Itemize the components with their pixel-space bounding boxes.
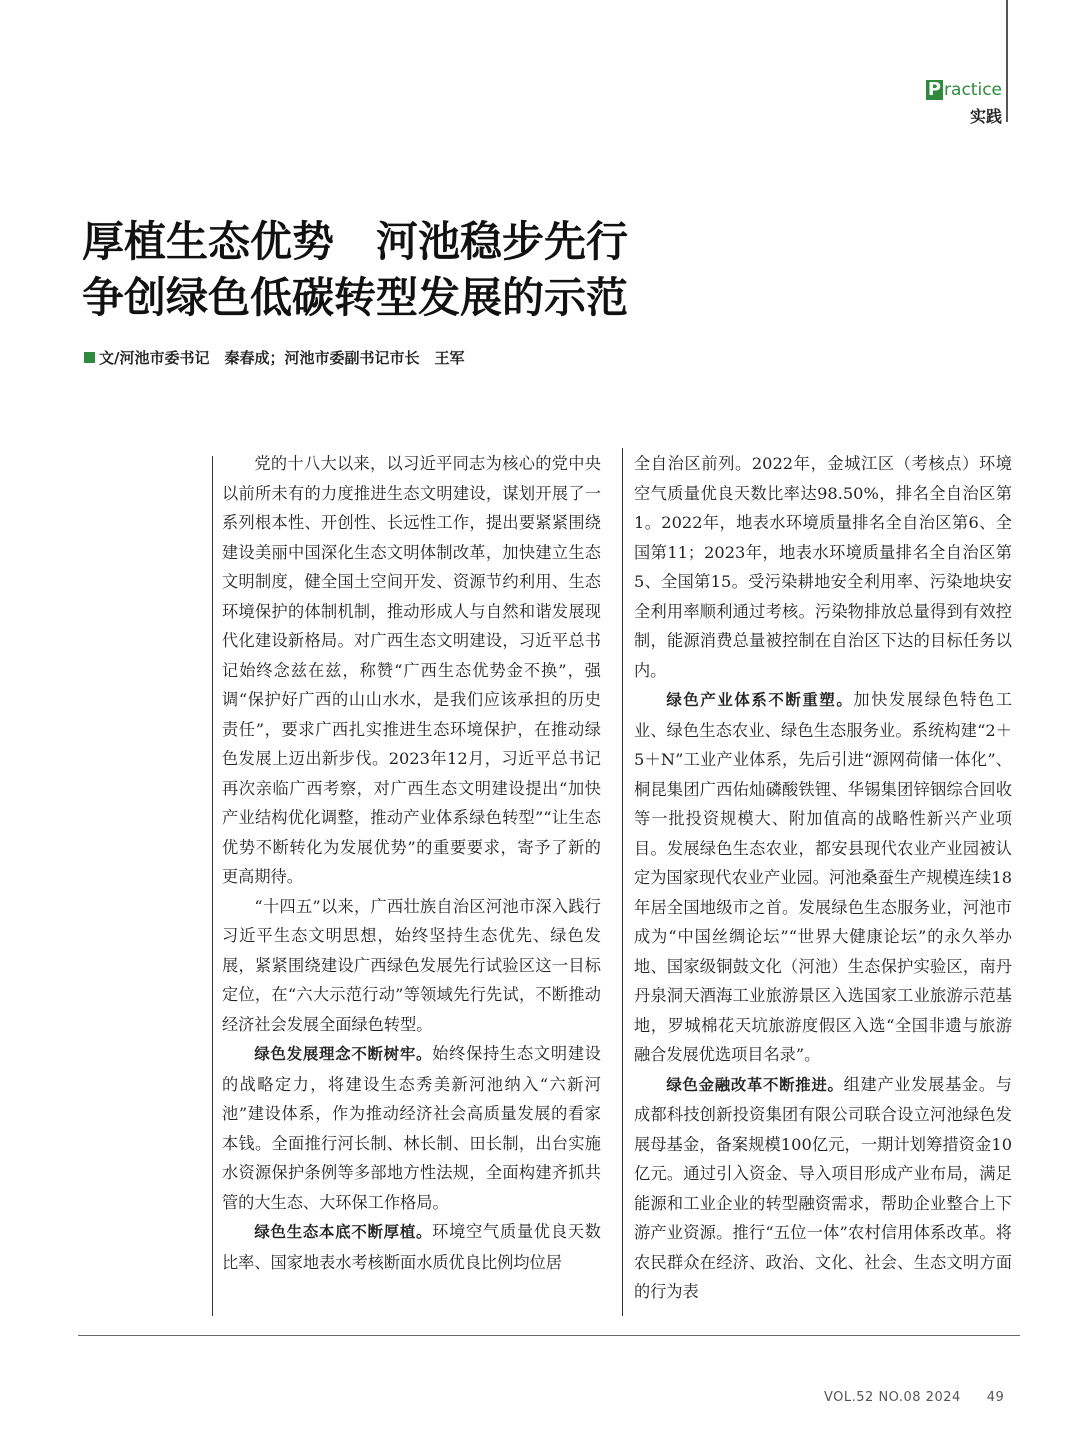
header-corner-rule — [1006, 0, 1008, 122]
section-tag-chinese: 实践 — [969, 107, 1002, 126]
paragraph-heading: 绿色产业体系不断重塑。 — [666, 691, 854, 709]
paragraph-continued: 全自治区前列。2022年，金城江区（考核点）环境空气质量优良天数比率达98.50%，排名全自治区第1。2022年，地表水环境质量排名全自治区第6、全国第11；2023年，地表水环境质量排名全自治区第5、全国第15。受污染耕地安全利用率、污染地块安全利用率顺利通过考核。污染物排放总量得到有效控制，能源消费总量被控制在自治区下达的目标任务以内。 — [634, 454, 1012, 680]
paragraph-heading: 绿色金融改革不断推进。 — [666, 1075, 844, 1094]
paragraph — [222, 1039, 601, 1217]
paragraph — [634, 685, 1012, 1070]
right-column — [634, 449, 1012, 1307]
paragraph: 党的十八大以来，以习近平同志为核心的党中央以前所未有的力度推进生态文明建设，谋划开展了一系列根本性、开创性、长远性工作，提出要紧紧围绕建设美丽中国深化生态文明体制改革，加快建立生态文明制度，健全国土空间开发、资源节约利用、生态环境保护的体制机制，推动形成人与自然和谐发展现代化建设新格局。对广西生态文明建设，习近平总书记始终念兹在兹，称赞“广西生态优势金不换”，强调“保护好广西的山山水水，是我们应该承担的历史责任”，要求广西扎实推进生态环境保护，在推动绿色发展上迈出新步伐。2023年12月，习近平总书记再次亲临广西考察，对广西生态文明建设提出“加快产业结构优化调整，推动产业体系绿色转型”“让生态优势不断转化为发展优势”的重要要求，寄予了新的更高期待。 — [222, 454, 601, 886]
footer — [824, 1390, 1004, 1405]
byline — [84, 347, 464, 368]
section-tag-english — [922, 80, 1002, 100]
paragraph-heading: 绿色生态本底不断厚植。 — [254, 1223, 433, 1241]
article-title — [82, 214, 628, 326]
paragraph — [222, 1217, 601, 1277]
left-column-rule — [212, 456, 213, 1316]
center-column-rule — [622, 448, 623, 1316]
paragraph: “十四五”以来，广西壮族自治区河池市深入践行习近平生态文明思想，始终坚持生态优先、绿色发展，紧紧围绕建设广西绿色发展先行试验区这一目标定位，在“六大示范行动”等领域先行先试，不断推动经济社会发展全面绿色转型。 — [222, 896, 601, 1034]
section-tag — [922, 80, 1002, 127]
issue-info: VOL.52 NO.08 2024 — [824, 1390, 961, 1405]
byline-text: 文/河池市委书记 秦春成；河池市委副书记市长 王军 — [99, 349, 465, 367]
left-column — [222, 449, 601, 1277]
paragraph-heading: 绿色发展理念不断树牢。 — [254, 1045, 433, 1063]
article-title-line-2: 争创绿色低碳转型发展的示范 — [82, 273, 629, 322]
footer-rule — [78, 1335, 1020, 1336]
paragraph — [634, 1070, 1012, 1307]
paragraph-body: 始终保持生态文明建设的战略定力，将建设生态秀美新河池纳入“六新河池”建设体系，作为推动经济社会高质量发展的看家本钱。全面推行河长制、林长制、田长制，出台实施水资源保护条例等多部地方性法规，全面构建齐抓共管的大生态、大环保工作格局。 — [222, 1044, 601, 1212]
page-number: 49 — [986, 1390, 1005, 1405]
byline-square-icon — [84, 352, 95, 363]
paragraph-body: 加快发展绿色特色工业、绿色生态农业、绿色生态服务业。系统构建“2＋5＋N”工业产业体系，先后引进“源网荷储一体化”、桐昆集团广西佑灿磷酸铁锂、华锡集团锌铟综合回收等一批投资规模大、附加值高的战略性新兴产业项目。发展绿色生态农业，都安县现代农业产业园被认定为国家现代农业产业园。河池桑蚕生产规模连续18年居全国地级市之首。发展绿色生态服务业，河池市成为“中国丝绸论坛”“世界大健康论坛”的永久举办地、国家级铜鼓文化（河池）生态保护实验区，南丹丹泉洞天酒海工业旅游景区入选国家工业旅游示范基地，罗城棉花天坑旅游度假区入选“全国非遗与旅游融合发展优选项目名录”。 — [634, 690, 1012, 1064]
paragraph-body: 组建产业发展基金。与成都科技创新投资集团有限公司联合设立河池绿色发展母基金，备案规模100亿元，一期计划筹措资金10亿元。通过引入资金、导入项目形成产业布局，满足能源和工业企业的转型融资需求，帮助企业整合上下游产业资源。推行“五位一体”农村信用体系改革。将农民群众在经济、政治、文化、社会、生态文明方面的行为表 — [634, 1074, 1012, 1301]
section-tag-initial: P — [927, 79, 942, 100]
article-title-line-1: 厚植生态优势 河池稳步先行 — [82, 217, 629, 266]
paragraph-body: 环境空气质量优良天数比率、国家地表水考核断面水质优良比例均位居 — [222, 1222, 601, 1272]
section-tag-english-rest: ractice — [944, 80, 1002, 100]
